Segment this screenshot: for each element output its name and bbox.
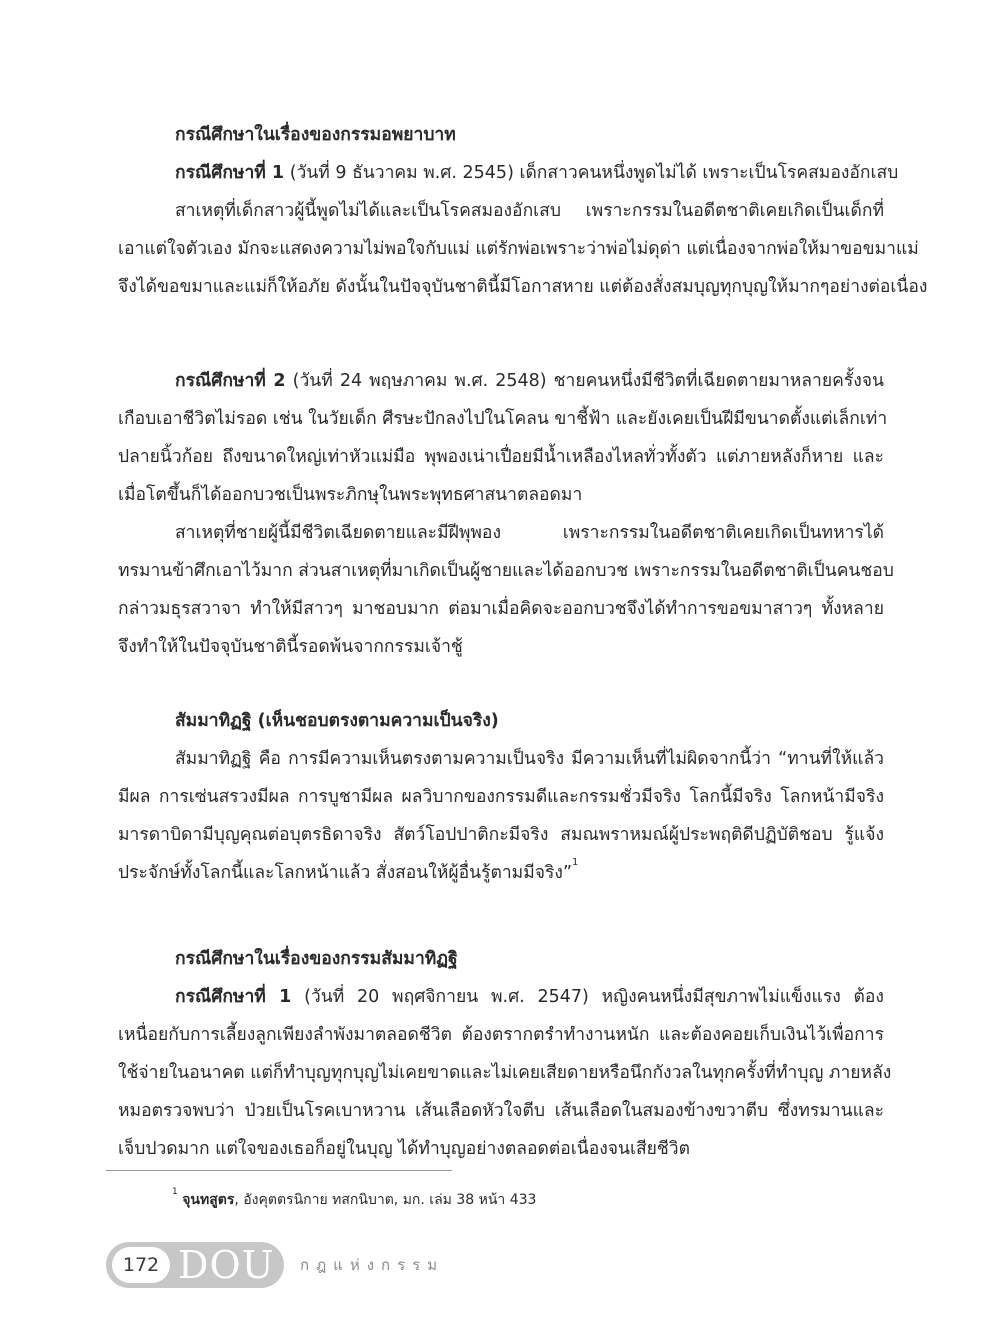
paragraph-line: มารดาบิดามีบุญคุณต่อบุตรธิดาจริง สัตว์โอปปาติกะมีจริง สมณพราหมณ์ผู้ประพฤติดีปฏิบัติชอบ รู้แจ้ง (118, 825, 884, 845)
dou-logo: DOU (178, 1243, 275, 1287)
paragraph-line: มีผล การเซ่นสรวงมีผล การบูชามีผล ผลวิบากของกรรมดีและกรรมชั่วมีจริง โลกนี้มีจริง โลกหน้ามีจริง (118, 787, 884, 807)
paragraph-line: เมื่อโตขึ้นก็ได้ออกบวชเป็นพระภิกษุในพระพุทธศาสนาตลอดมา (118, 485, 583, 505)
paragraph-line: เจ็บปวดมาก แต่ใจของเธอก็อยู่ในบุญ ได้ทำบุญอย่างตลอดต่อเนื่องจนเสียชีวิต (118, 1139, 690, 1159)
case-study-label: กรณีศึกษาที่ 1 (175, 163, 285, 183)
paragraph-line: สาเหตุที่ชายผู้นี้มีชีวิตเฉียดตายและมีฝีพุพอง เพราะกรรมในอดีตชาติเคยเกิดเป็นทหารได้ (175, 523, 884, 543)
footnote-number: 1 (172, 1187, 178, 1197)
paragraph-line: จึงทำให้ในปัจจุบันชาตินี้รอดพ้นจากกรรมเจ้าชู้ (118, 637, 463, 657)
paragraph-text: ประจักษ์ทั้งโลกนี้และโลกหน้าแล้ว สั่งสอนให้ผู้อื่นรู้ตามมีจริง” (118, 863, 573, 883)
paragraph-line: สาเหตุที่เด็กสาวผู้นี้พูดไม่ได้และเป็นโรคสมองอักเสบ เพราะกรรมในอดีตชาติเคยเกิดเป็นเด็กที่ (175, 201, 884, 221)
paragraph-line: ปลายนิ้วก้อย ถึงขนาดใหญ่เท่าหัวแม่มือ พุพองเน่าเปื่อยมีน้ำเหลืองไหลทั่วทั้งตัว แต่ภายหลังก็หาย และ (118, 447, 884, 467)
paragraph-line: สัมมาทิฏฐิ คือ การมีความเห็นตรงตามความเป็นจริง มีความเห็นที่ไม่ผิดจากนี้ว่า “ทานที่ให้แล้ว (175, 749, 884, 769)
paragraph-line: หมอตรวจพบว่า ป่วยเป็นโรคเบาหวาน เส้นเลือดหัวใจตีบ เส้นเลือดในสมองข้างขวาตีบ ซึ่งทรมานและ (118, 1101, 884, 1121)
section-2 (118, 702, 884, 892)
section-heading: กรณีศึกษาในเรื่องของกรรมสัมมาทิฏฐิ (175, 949, 458, 969)
footnote-divider (106, 1170, 452, 1171)
book-title: กฎแห่งกรรม (300, 1256, 445, 1274)
paragraph-line: กล่าวมธุรสวาจา ทำให้มีสาวๆ มาชอบมาก ต่อมาเมื่อคิดจะออกบวชจึงได้ทำการขอขมาสาวๆ ทั้งหลาย (118, 599, 884, 619)
case-study-text: (วันที่ 9 ธันวาคม พ.ศ. 2545) เด็กสาวคนหนึ่งพูดไม่ได้ เพราะเป็นโรคสมองอักเสบ (289, 163, 899, 183)
section-heading: สัมมาทิฏฐิ (เห็นชอบตรงตามความเป็นจริง) (175, 711, 499, 731)
paragraph-line: เกือบเอาชีวิตไม่รอด เช่น ในวัยเด็ก ศีรษะปักลงไปในโคลน ขาชี้ฟ้า และยังเคยเป็นฝีมีขนาดตั้งแต่เล็กเท่า (118, 409, 888, 429)
page-footer (106, 1242, 506, 1288)
case-study-line (118, 154, 899, 192)
case-study-text: (วันที่ 20 พฤศจิกายน พ.ศ. 2547) หญิงคนหนึ่งมีสุขภาพไม่แข็งแรง ต้อง (304, 987, 884, 1007)
case-study-label: กรณีศึกษาที่ 1 (175, 987, 292, 1007)
case-study-line (118, 362, 884, 400)
paragraph-line: ใช้จ่ายในอนาคต แต่ก็ทำบุญทุกบุญไม่เคยขาดและไม่เคยเสียดายหรือนึกกังวลในทุกครั้งที่ทำบุญ ภายหลัง (118, 1063, 892, 1083)
page-number: 172 (112, 1247, 170, 1283)
section-1-case-2 (118, 362, 894, 666)
section-1 (118, 116, 928, 306)
paragraph-line: จึงได้ขอขมาและแม่ก็ให้อภัย ดังนั้นในปัจจุบันชาตินี้มีโอกาสหาย แต่ต้องสั่งสมบุญทุกบุญให้มากๆอย่างต่อเนื่อง (118, 277, 928, 297)
footnote-source-detail: , อังคุตตรนิกาย ทสกนิบาต, มก. เล่ม 38 หน้า 433 (234, 1192, 537, 1208)
case-study-text: (วันที่ 24 พฤษภาคม พ.ศ. 2548) ชายคนหนึ่งมีชีวิตที่เฉียดตายมาหลายครั้งจน (292, 371, 884, 391)
paragraph-line: เอาแต่ใจตัวเอง มักจะแสดงความไม่พอใจกับแม่ แต่รักพ่อเพราะว่าพ่อไม่ดุด่า แต่เนื่องจากพ่อให้มาขอขมาแม่ (118, 239, 919, 259)
footnote (172, 1188, 536, 1212)
paragraph-line: เหนื่อยกับการเลี้ยงลูกเพียงลำพังมาตลอดชีวิต ต้องตรากตรำทำงานหนัก และต้องคอยเก็บเงินไว้เพื่อการ (118, 1025, 884, 1045)
paragraph-line: ทรมานข้าศึกเอาไว้มาก ส่วนสาเหตุที่มาเกิดเป็นผู้ชายและได้ออกบวช เพราะกรรมในอดีตชาติเป็นคนชอบ (118, 561, 894, 581)
section-3 (118, 940, 892, 1168)
case-study-line (118, 978, 884, 1016)
footnote-source-title: จุนทสูตร (182, 1192, 235, 1208)
footer-badge (106, 1242, 284, 1288)
section-heading: กรณีศึกษาในเรื่องของกรรมอพยาบาท (175, 125, 456, 145)
footnote-reference[interactable]: 1 (572, 857, 579, 868)
case-study-label: กรณีศึกษาที่ 2 (175, 371, 286, 391)
paragraph-line (118, 854, 884, 892)
